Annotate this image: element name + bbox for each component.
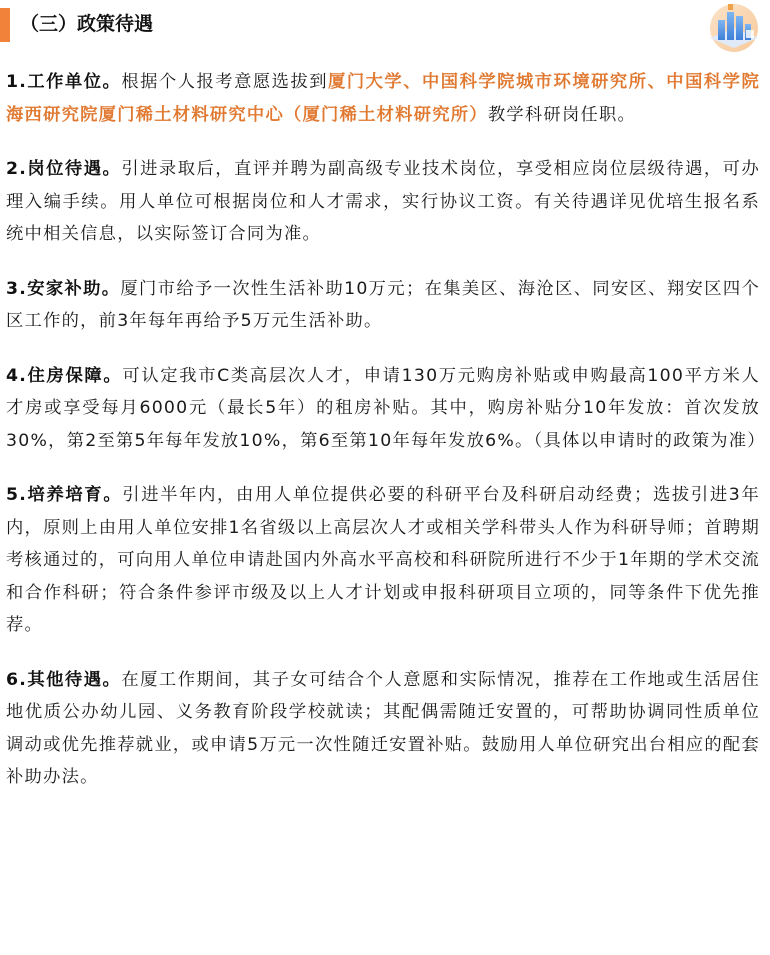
section-lead: 6.其他待遇。 xyxy=(6,669,122,690)
section-lead: 4.住房保障。 xyxy=(6,365,123,386)
section-lead: 3.安家补助。 xyxy=(6,278,121,299)
accent-bar xyxy=(0,8,10,42)
section-settlement-subsidy xyxy=(6,273,760,338)
section-text: 根据个人报考意愿选拔到 xyxy=(121,72,329,92)
section-header xyxy=(0,0,770,50)
section-work-unit xyxy=(6,66,760,131)
buildings-chart-icon xyxy=(702,0,762,54)
policy-content xyxy=(6,66,766,816)
section-text: 在厦工作期间，其子女可结合个人意愿和实际情况，推荐在工作地或生活居住地优质公办幼儿园、义务教育阶段学校就读；其配偶需随迁安置的，可帮助协调同性质单位调动或优先推荐就业，或申请5万元一次性随迁安置补贴。鼓励用人单位研究出台相应的配套补助办法。 xyxy=(6,669,760,787)
section-other-benefits xyxy=(6,664,760,794)
highlighted-institutions: 厦门大学、中国科学院城市环境研究所、中国科学院海西研究院厦门稀土材料研究中心（厦门稀土材料研究所） xyxy=(6,72,760,125)
section-lead: 5.培养培育。 xyxy=(6,485,123,505)
section-housing xyxy=(6,360,766,458)
section-text: 厦门市给予一次性生活补助10万元；在集美区、海沧区、同安区、翔安区四个区工作的，前3年每年再给予5万元生活补助。 xyxy=(6,278,760,331)
section-position-benefits xyxy=(6,153,760,251)
section-text: 教学科研岗任职。 xyxy=(487,104,637,125)
section-text: 引进录取后，直评并聘为副高级专业技术岗位，享受相应岗位层级待遇，可办理入编手续。用人单位可根据岗位和人才需求，实行协议工资。有关待遇详见优培生报名系统中相关信息，以实际签订合同为准。 xyxy=(6,159,760,244)
section-title: （三）政策待遇 xyxy=(20,13,154,35)
section-training xyxy=(6,479,760,642)
section-lead: 2.岗位待遇。 xyxy=(6,159,122,179)
section-text: 可认定我市C类高层次人才，申请130万元购房补贴或申购最高100平方米人才房或享受每月6000元（最长5年）的租房补贴。其中，购房补贴分10年发放：首次发放30%，第2至第5年每年发放10%，第6至第10年每年发放6%。（具体以申请时的政策为准） xyxy=(6,365,766,451)
section-lead: 1.工作单位。 xyxy=(6,72,122,92)
section-text: 引进半年内，由用人单位提供必要的科研平台及科研启动经费；选拔引进3年内，原则上由用人单位安排1名省级以上高层次人才或相关学科带头人作为科研导师；首聘期考核通过的，可向用人单位申请赴国内外高水平高校和科研院所进行不少于1年期的学术交流和合作科研；符合条件参评市级及以上人才计划或申报科研项目立项的，同等条件下优先推荐。 xyxy=(6,485,760,635)
